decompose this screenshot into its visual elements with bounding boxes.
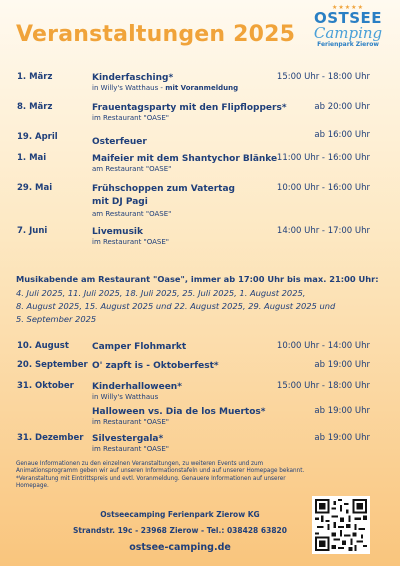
event-location: im Restaurant "OASE" (92, 418, 170, 426)
event-location: im Restaurant "OASE" (92, 238, 170, 246)
event-date: 1. Mai (17, 153, 47, 163)
event-date: 19. April (17, 132, 58, 142)
company-name: Ostseecamping Ferienpark Zierow KG (100, 510, 260, 519)
event-name: Camper Flohmarkt (92, 342, 187, 352)
event-date: 7. Juni (17, 226, 48, 236)
event-location: in Willy's Watthaus (92, 393, 159, 401)
event-time: ab 19:00 Uhr (314, 406, 370, 416)
event-time: ab 20:00 Uhr (314, 102, 370, 112)
music-dates: 4. Juli 2025, 11. Juli 2025, 18. Juli 2025, 25. Juli 2025, 1. August 2025, 8. August 2025, 15. August 2025 und 22. August 2025, 29. August 2025 und 5. September 2025 (16, 288, 336, 324)
event-name: Kinderhalloween* (92, 382, 182, 392)
event-time: ab 19:00 Uhr (314, 360, 370, 370)
event-name: Silvestergala* (92, 434, 164, 444)
ostsee-camping-logo (306, 4, 390, 56)
event-name: Livemusik (92, 227, 144, 237)
event-date: 10. August (17, 341, 69, 351)
event-date: 31. Oktober (17, 381, 74, 391)
footer (60, 510, 300, 554)
event-date: 8. März (17, 102, 53, 112)
logo-stars: ★★★★★ (332, 4, 364, 11)
logo-line-camping: Camping (313, 24, 383, 42)
logo-line-ferienpark: Ferienpark Zierow (317, 41, 379, 48)
event-name: Frauentagsparty mit den Flipfloppers* (92, 103, 287, 113)
qr-code-icon[interactable] (312, 496, 370, 554)
event-name: O' zapft is - Oktoberfest* (92, 361, 219, 371)
event-time: 10:00 Uhr - 16:00 Uhr (276, 183, 370, 193)
page-title: Veranstaltungen 2025 (16, 22, 296, 47)
event-time: ab 16:00 Uhr (314, 130, 370, 140)
event-name: Osterfeuer (92, 137, 147, 147)
event-time: ab 19:00 Uhr (314, 433, 370, 443)
event-name: Kinderfasching* (92, 73, 174, 83)
event-name-line2: mit DJ Pagi (92, 197, 148, 207)
event-date: 29. Mai (17, 183, 53, 193)
event-location: im Restaurant "OASE" (92, 114, 170, 122)
event-time: 15:00 Uhr - 18:00 Uhr (276, 381, 370, 391)
event-location: am Restaurant "OASE" (92, 165, 172, 173)
event-name: Halloween vs. Dia de los Muertos* (92, 407, 266, 417)
event-name: Frühschoppen zum Vatertag (92, 184, 236, 194)
music-heading: Musikabende am Restaurant "Oase", immer ab 17:00 Uhr bis max. 21:00 Uhr: (16, 274, 379, 284)
company-address: Strandstr. 19c - 23968 Zierow - Tel.: 038428 63820 (73, 526, 287, 535)
logo-line-ostsee: OSTSEE (313, 9, 383, 27)
event-date: 31. Dezember (17, 433, 84, 443)
event-location: am Restaurant "OASE" (92, 210, 172, 218)
event-location: im Restaurant "OASE" (92, 445, 170, 453)
event-time: 10:00 Uhr - 14:00 Uhr (276, 341, 370, 351)
info-notes: Genaue Informationen zu den einzelnen Veranstaltungen, zu weiteren Events und zum Animationsprogramm geben wir auf unseren Informationstafeln und auf unserer Homepage bekannt. *Veranstaltung mit Eintrittspreis und evtl. Voranmeldung. Genauere Informationen auf unserer Homepage. (16, 461, 305, 490)
music-evenings (16, 273, 388, 326)
event-time: 11:00 Uhr - 16:00 Uhr (276, 153, 370, 163)
event-name: Maifeier mit dem Shantychor Blänke (92, 154, 278, 164)
event-date: 20. September (17, 360, 88, 370)
event-date: 1. März (17, 72, 53, 82)
event-time: 14:00 Uhr - 17:00 Uhr (276, 226, 370, 236)
event-location: in Willy's Watthaus - mit Voranmeldung (92, 84, 239, 92)
event-time: 15:00 Uhr - 18:00 Uhr (276, 72, 370, 82)
website-link[interactable]: ostsee-camping.de (129, 542, 231, 553)
